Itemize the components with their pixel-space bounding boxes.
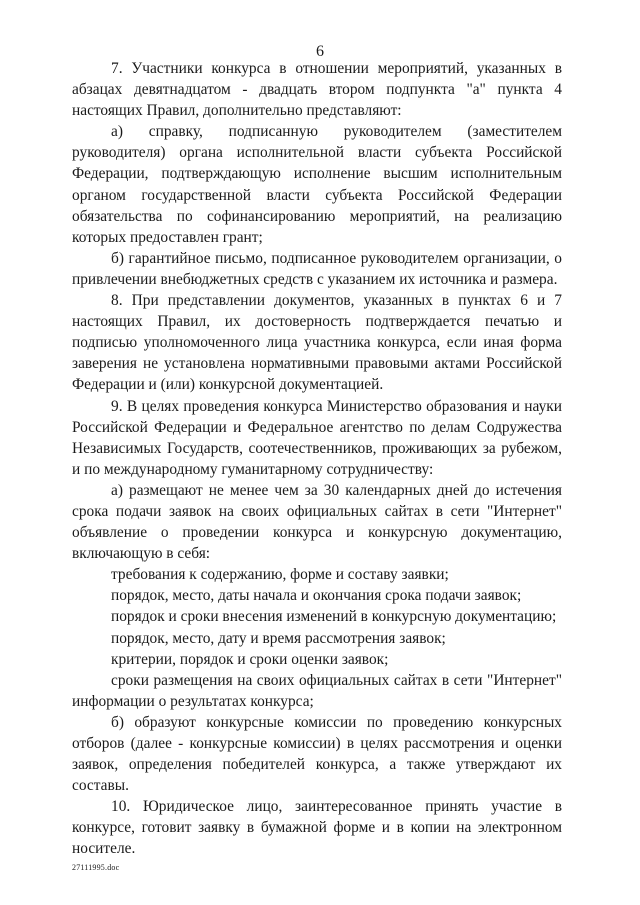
paragraph-7b: б) гарантийное письмо, подписанное руководителем организации, о привлечении внебюджетных средств с указанием их источника и размера. xyxy=(72,249,562,288)
list-item: порядок и сроки внесения изменений в конкурсную документацию; xyxy=(111,608,557,626)
paragraph-8: 8. При представлении документов, указанных в пунктах 6 и 7 настоящих Правил, их достоверность подтверждается печатью и подписью уполномоченного лица участника конкурса, если иная форма заверения не установлена нормативными правовыми актами Российской Федерации и (или) конкурсной документацией. xyxy=(72,292,562,394)
paragraph-9: 9. В целях проведения конкурса Министерство образования и науки Российской Федерации и Федеральное агентство по делам Содружества Независимых Государств, соотечественников, проживающих за рубежом, и по международному гуманитарному сотрудничеству: xyxy=(72,397,562,478)
document-body xyxy=(72,58,562,860)
list-item: сроки размещения на своих официальных сайтах в сети "Интернет" информации о результатах конкурса; xyxy=(72,671,562,710)
paragraph-9a: а) размещают не менее чем за 30 календарных дней до истечения срока подачи заявок на своих официальных сайтах в сети "Интернет" объявление о проведении конкурса и конкурсную документацию, включающую в себя: xyxy=(72,481,562,563)
page-number: 6 xyxy=(316,43,324,60)
paragraph-10: 10. Юридическое лицо, заинтересованное принять участие в конкурсе, готовит заявку в бумажной форме и в копии на электронном носителе. xyxy=(72,798,562,858)
list-item: критерии, порядок и сроки оценки заявок; xyxy=(111,650,389,668)
list-item: требования к содержанию, форме и составу заявки; xyxy=(111,566,449,584)
paragraph-7: 7. Участники конкурса в отношении мероприятий, указанных в абзацах девятнадцатом - двадцать втором подпункта "а" пункта 4 настоящих Правил, дополнительно представляют: xyxy=(72,60,562,120)
paragraph-7a: а) справку, подписанную руководителем (заместителем руководителя) органа исполнительной власти субъекта Российской Федерации, подтверждающую исполнение высшим исполнительным органом государственной власти субъекта Российской Федерации обязательства по софинансированию мероприятий, на реализацию которых предоставлен грант; xyxy=(72,123,562,246)
list-item: порядок, место, даты начала и окончания срока подачи заявок; xyxy=(111,587,522,605)
paragraph-9b: б) образуют конкурсные комиссии по проведению конкурсных отборов (далее - конкурсные комиссии) в целях рассмотрения и оценки заявок, определения победителей конкурса, а также утверждают их составы. xyxy=(72,713,562,795)
list-item: порядок, место, дату и время рассмотрения заявок; xyxy=(111,629,446,647)
footer-file-code: 27111995.doc xyxy=(72,863,120,872)
